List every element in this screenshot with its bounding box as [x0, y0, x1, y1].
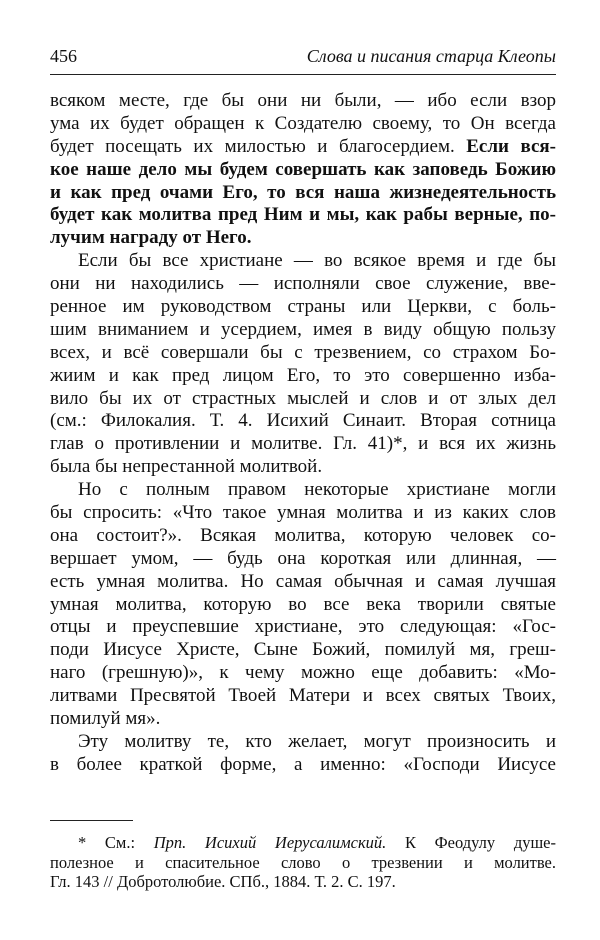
text-line [50, 90, 556, 113]
text-segment: есть умная молитва. Но самая обычная и самая лучшая [50, 570, 556, 592]
text-segment: вило бы их от страстных мыслей и слов и от злых дел [50, 387, 556, 409]
text-line [50, 182, 556, 205]
text-segment: умная молитва, которую во все века творили святые [50, 593, 556, 615]
text-segment: Эту молитву те, кто желает, могут произносить и [78, 730, 556, 752]
text-segment: жиим и как пред лицом Его, то это совершенно изба- [50, 364, 556, 386]
text-line [50, 227, 556, 250]
text-segment: * См.: [78, 833, 154, 852]
text-segment: ума их будет обращен к Создателю своему, то Он всегда [50, 112, 556, 134]
text-line [50, 662, 556, 685]
text-segment: всех, и всё совершали бы с трезвением, со страхом Бо- [50, 341, 556, 363]
text-line [50, 833, 556, 853]
text-segment: глав о противлении и молитве. Гл. 41)*, и вся их жизнь [50, 433, 556, 455]
text-segment: литвами Пресвятой Твоей Матери и всех святых Твоих, [50, 685, 556, 707]
footnote [50, 833, 556, 892]
text-segment: поди Иисусе Христе, Сыне Божий, помилуй мя, греш- [50, 639, 556, 661]
text-line [50, 708, 556, 731]
text-segment: в более краткой форме, а именно: «Господи Иисусе [50, 753, 556, 775]
text-line [50, 525, 556, 548]
text-segment: была бы непрестанной молитвой. [50, 456, 323, 478]
text-line [50, 731, 556, 754]
text-line [50, 479, 556, 502]
bold-text: и как пред очами Его, то вся наша жизнедеятельность [50, 181, 556, 203]
text-segment: Но с полным правом некоторые христиане могли [78, 479, 556, 501]
text-segment: (см.: Филокалия. Т. 4. Исихий Синаит. Вторая сотница [50, 410, 556, 432]
text-segment: она состоит?». Всякая молитва, которую человек со- [50, 524, 556, 546]
text-segment: наго (грешную)», к чему можно еще добавить: «Мо- [50, 662, 556, 684]
text-segment: вершает умом, — будь она короткая или длинная, — [50, 547, 556, 569]
text-segment: они ни находились — исполняли свое служение, вве- [50, 273, 556, 295]
text-line [50, 296, 556, 319]
bold-text: кое наше дело мы будем совершать как заповедь Божию [50, 158, 556, 180]
text-segment: полезное и спасительное слово о трезвении и молитве. [50, 852, 556, 872]
text-segment: К Феодулу душе- [386, 833, 556, 852]
text-line [50, 250, 556, 273]
bold-text: Если вся- [466, 135, 556, 157]
text-line [50, 159, 556, 182]
text-segment: помилуй мя». [50, 708, 161, 730]
text-segment: отцы и преуспевшие христиане, это следующая: «Гос- [50, 616, 556, 638]
text-line [50, 594, 556, 617]
main-text [50, 90, 556, 777]
text-line [50, 319, 556, 342]
text-line [50, 136, 556, 159]
italic-text: Прп. Исихий Иерусалимский. [153, 833, 387, 852]
text-segment: всяком месте, где бы они ни были, — ибо если взор [50, 90, 556, 111]
page-number: 456 [50, 46, 77, 66]
text-segment: будет посещать их милостью и благосердием. [50, 135, 467, 157]
running-header [50, 44, 556, 75]
text-line [50, 502, 556, 525]
text-line [50, 639, 556, 662]
text-line [50, 410, 556, 433]
bold-text: будет как молитва пред Ним и мы, как рабы верные, по- [50, 204, 556, 226]
text-segment: шим вниманием и усердием, имея в виду общую пользу [50, 318, 556, 340]
text-line [50, 548, 556, 571]
text-line [50, 616, 556, 639]
text-line [50, 273, 556, 296]
text-line [50, 433, 556, 456]
text-segment: Если бы все христиане — во всякое время и где бы [78, 250, 556, 272]
text-line [50, 113, 556, 136]
text-segment: Гл. 143 // Добротолюбие. СПб., 1884. Т. 2. С. 197. [50, 872, 396, 892]
bold-text: лучим награду от Него. [50, 227, 252, 249]
text-line [50, 204, 556, 227]
text-segment: бы спросить: «Что такое умная молитва и из каких слов [50, 502, 556, 524]
text-line [50, 754, 556, 777]
text-line [50, 685, 556, 708]
text-line [50, 456, 556, 479]
text-line [50, 853, 556, 873]
text-line [50, 342, 556, 365]
text-segment: ренное им руководством страны или Церкви, с боль- [50, 296, 556, 318]
text-line [50, 388, 556, 411]
text-line [50, 365, 556, 388]
running-title: Слова и писания старца Клеопы [306, 46, 556, 66]
text-line [50, 571, 556, 594]
footnote-divider [50, 820, 133, 821]
text-line [50, 872, 556, 892]
